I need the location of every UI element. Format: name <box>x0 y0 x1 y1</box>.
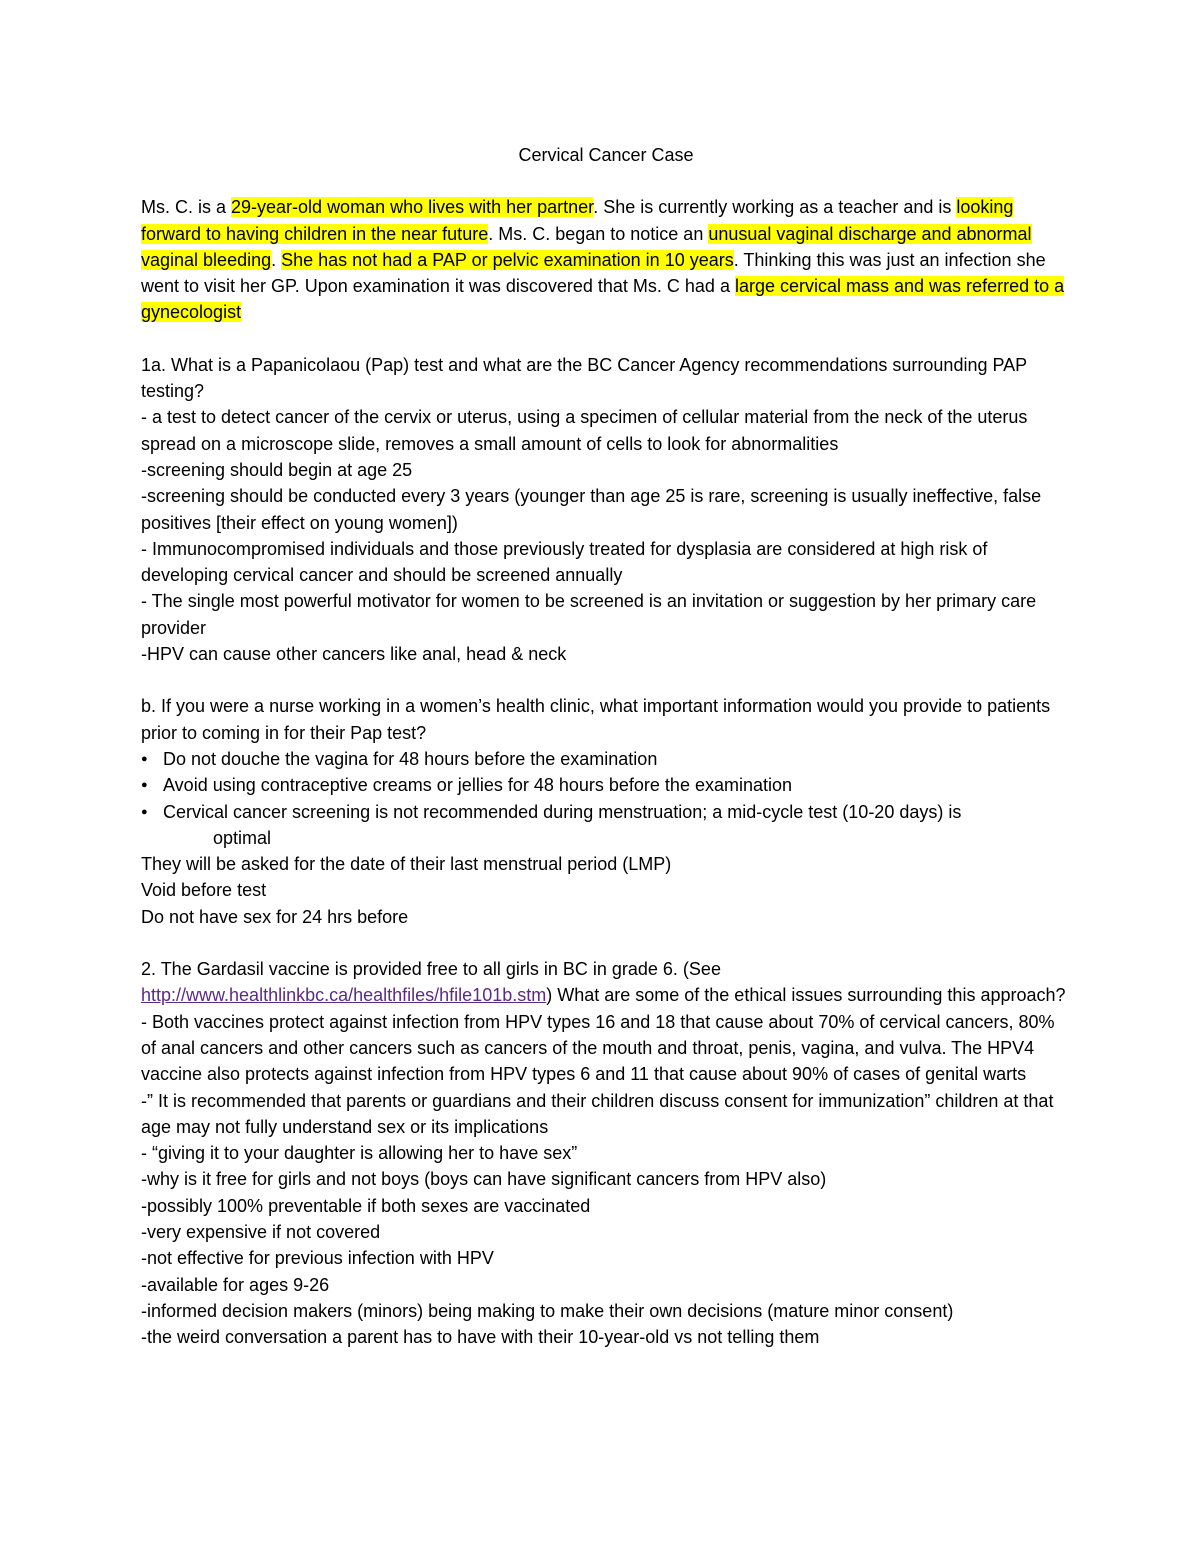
answer-line: - Both vaccines protect against infection from HPV types 16 and 18 that cause about 70% of cervical cancers, 80% of anal cancers and other cancers such as cancers of the mouth and throat, penis, vagina, and vulva. The HPV4 vaccine also protects against infection from HPV types 6 and 11 that cause about 90% of cases of genital warts <box>141 1011 1055 1085</box>
healthlink-link[interactable]: http://www.healthlinkbc.ca/healthfiles/hfile101b.stm <box>141 985 547 1006</box>
answer-line: -the weird conversation a parent has to have with their 10-year-old vs not telling them <box>141 1327 820 1348</box>
intro-highlight: unusual vaginal discharge and abnormal vaginal bleeding <box>141 223 1032 270</box>
answer-line: -screening should begin at age 25 <box>141 459 413 480</box>
bullet-item <box>141 772 1071 798</box>
answer-line: -informed decision makers (minors) being making to make their own decisions (mature minor consent) <box>141 1300 954 1321</box>
question-1b-section <box>141 693 1071 930</box>
intro-text: . <box>271 249 282 270</box>
question-1a-section <box>141 352 1071 668</box>
intro-highlight: She has not had a PAP or pelvic examination in 10 years <box>281 249 734 270</box>
intro-highlight: large cervical mass and was referred to a gynecologist <box>141 276 1065 323</box>
case-intro <box>141 194 1071 325</box>
intro-text: . Ms. C. began to notice an <box>488 223 709 244</box>
bullet-text-continued: optimal <box>213 827 272 848</box>
bullet-text: Cervical cancer screening is not recommended during menstruation; a mid-cycle test (10-20 days) is <box>163 801 962 822</box>
question-text: 2. The Gardasil vaccine is provided free to all girls in BC in grade 6. (See <box>141 959 721 980</box>
intro-text: Ms. C. is a <box>141 197 232 218</box>
bullet-item <box>141 746 1071 772</box>
intro-highlight: 29-year-old woman who lives with her partner <box>231 197 594 218</box>
intro-text: . Thinking this was just an infection she went to visit her GP. Upon examination it was discovered that Ms. C had a <box>141 249 1046 297</box>
answer-line: -possibly 100% preventable if both sexes are vaccinated <box>141 1195 591 1216</box>
question-1b: b. If you were a nurse working in a women’s health clinic, what important information would you provide to patients prior to coming in for their Pap test? <box>141 696 1051 743</box>
document-title: Cervical Cancer Case <box>518 145 694 165</box>
answer-line: -HPV can cause other cancers like anal, head & neck <box>141 644 567 665</box>
answer-line: Do not have sex for 24 hrs before <box>141 906 409 927</box>
document-body <box>141 142 1071 1350</box>
bullet-item <box>141 799 1071 852</box>
answer-line: -why is it free for girls and not boys (boys can have significant cancers from HPV also) <box>141 1169 827 1190</box>
intro-text: . She is currently working as a teacher and is <box>593 197 957 218</box>
answer-line: They will be asked for the date of their last menstrual period (LMP) <box>141 854 672 875</box>
answer-line: - The single most powerful motivator for women to be screened is an invitation or suggestion by her primary care provider <box>141 591 1037 638</box>
answer-line: - “giving it to your daughter is allowing her to have sex” <box>141 1143 578 1164</box>
answer-line: -not effective for previous infection with HPV <box>141 1248 494 1269</box>
answer-line: -very expensive if not covered <box>141 1221 381 1242</box>
answer-line: - Immunocompromised individuals and those previously treated for dysplasia are considered at high risk of developing cervical cancer and should be screened annually <box>141 538 988 586</box>
question-1a: 1a. What is a Papanicolaou (Pap) test and what are the BC Cancer Agency recommendations surrounding PAP testing? <box>141 354 1027 402</box>
answer-line: -screening should be conducted every 3 years (younger than age 25 is rare, screening is usually ineffective, false positives [their effect on young women]) <box>141 486 1042 533</box>
answer-line: -available for ages 9-26 <box>141 1274 330 1295</box>
bullet-text: Avoid using contraceptive creams or jellies for 48 hours before the examination <box>163 775 793 796</box>
answer-line: -” It is recommended that parents or guardians and their children discuss consent for immunization” children at that age may not fully understand sex or its implications <box>141 1090 1054 1137</box>
bullet-list <box>141 746 1071 851</box>
question-text: ) What are some of the ethical issues surrounding this approach? <box>546 985 1066 1006</box>
question-2 <box>141 956 1071 1009</box>
intro-highlight: looking forward to having children in the near future <box>141 197 1014 244</box>
answer-line: - a test to detect cancer of the cervix or uterus, using a specimen of cellular material from the neck of the uterus spread on a microscope slide, removes a small amount of cells to look for abnormalities <box>141 407 1028 454</box>
question-2-section <box>141 956 1071 1350</box>
bullet-text: Do not douche the vagina for 48 hours before the examination <box>163 748 658 769</box>
answer-line: Void before test <box>141 880 267 901</box>
